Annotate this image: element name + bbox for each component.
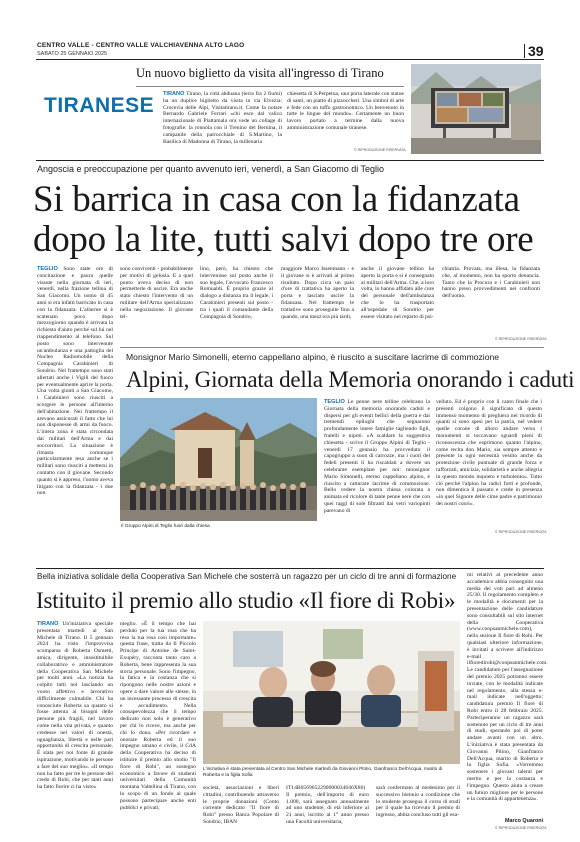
divider-1 [36, 160, 544, 161]
masthead-section: CENTRO VALLE - CENTRO VALLE VALCHIAVENNA ALTO LAGO [37, 42, 245, 49]
article2-col6: chiatria. Provata, ma illesa, la fidanzata che, al momento, non ha sporto denuncia. Tanto che la Procura e i Carabinieri non hanno preso provvedimenti nei confronti dell'uomo. [442, 266, 540, 300]
article1-photo [411, 64, 541, 154]
page-number-divider [524, 44, 525, 58]
divider-2 [36, 568, 544, 569]
article4-col4: IT14B0569652290000034646X86) Il premio, dell'importo di euro 1.000, sarà assegnato annualmente ad uno studente, di età inferiore ai 21 anni, iscritto al 1° anno presso una Facoltà universitaria, [286, 785, 369, 825]
article4-photo [203, 621, 460, 764]
article1-credit: © RIPRODUZIONE RISERVATA [354, 148, 406, 152]
article4-col1 [37, 621, 113, 819]
presentation-photo-svg [203, 621, 460, 764]
article3-caption: Il Gruppo Alpini di Teglio fuori dalla chiesa [121, 524, 210, 529]
article2-col1 [37, 266, 113, 564]
article3-col1-text: Le penne nere telline celebrano la Giornata della memoria onorando caduti e dispersi per gli eventi bellici della guerra e dai tremendi epiloghi che segnarono profondamente intere famiglie tagliendo figli, fratelli e nipoti. «A scaldare la suggestiva chiesetta - scrive il Gruppo Alpini di Teglio - venerdì 17 gennaio ha provveduto il capogruppo a suon di carrozze, ma i cuori dei fedeli presenti li ha riscaldati a dovere un celebrante esemplare per noi: monsignor Mario Simonelli, eterno cappellano alpino, è riuscito a catturare lacrime di commozione. Bello vedere la nostra chiesa colorata a animata ed ricolore di tante penne nere che con quei raggi di sole filtranti dai vetri variopinti parevano di [324, 399, 430, 514]
article4-credit: © RIPRODUZIONE RISERVATA [495, 826, 547, 830]
article2-title-line2: dopo la lite, tutti salvi dopo tre ore [33, 219, 534, 260]
article4-kicker: Bella iniziativa solidale della Cooperativa San Michele che sosterrà un ragazzo per un ciclo di tre anni di formazione [37, 572, 457, 581]
article4-title: Istituito il premio allo studio «Il fiore di Robi» [36, 588, 456, 613]
article1-col1-text: Tirano, la città abduana (terra fra 2 fiumi) ha un duplice biglietto da visita in via Elvezia: Crocevia delle Alpi, Visitatirano.it. Come fa notare Bernardo Gabriele Ferrari «chi esce dal valico internazionale di Piattamala ora vede un collage di fotografie: la ronnola con il Trenino del Bernina, il campanile della parrocchiale di S.Martino, la Basilica di Madonna di Tirano, la millenaria [163, 91, 282, 145]
article2-title-line1: Si barrica in casa con la fidanzata [33, 179, 520, 220]
article3-photo [120, 398, 317, 521]
article4-place: TIRANO [37, 621, 59, 627]
article2-col4: maggiore Marco Issenmann - e il giovane si è arrivati al primo risultato. Dopo circa un paio d'ore di trattativa ha aperto la porta e lasciato uscire la fidanzata. Nel frattempo le trattative sono proseguite fino a quando, una mezz'ora più tardi, [281, 266, 354, 320]
article3-col2: velluto. Ed è proprio con il canto finale che i presenti colgono il significato di questo immenso momento di preghiera nel ricordo di quanti si sono spesi per la patria, nel vedere quelle corone di alloro andare verso i monumenti si toccavano sguardi pieni di riconoscenza che esprimono quanto l'alpino, come recita don Mario, sia sempre attento e presente in ogni necessità vestito anche da protezione civile puntuale di grande forza e rafforzati, amicizia, solidarietà e anche allegria in questo mondo inquieto e turbolento». Tutto ciò perché l'alpino ha radici forti e profonde, non dimentica il passato e crede in presenza «in quel Signore delle cime padre e patrimonio dei nostri cuori». [436, 399, 542, 507]
article4-col1-text: Un'iniziativa speciale presentata martedì al San Michele di Tirano. Il 5 gennaio 2024 ha visto l'improvvisa scomparsa di Roberta Osmetti, amica, dirigente, insostituibile collaboratrice e amministratore della Cooperativa San Michele per molti anni. «La notizia ha colpito tutti noi lasciando un vuoto affettivo e lavorativo difficilmente colmabile. Chi ha conosciuto Roberta sa quanto si fosse attenta ai bisogni delle persone più fragili, nel lavoro come nella vita privata, e quanto credesse nel valori di onestà, uguaglianza, libertà e nelle pari opportunità di crescita personale. È stata per noi fonte di grande ispirazione, motivando le persone a fare del suo meglio». «Il tempo non ha fatto per tre le persone del credo di Robi, che per tanti anni ha fatto fiorire ci ha visto» [37, 621, 113, 791]
article1-col1 [163, 91, 282, 155]
article3-credit: © RIPRODUZIONE RISERVATA [495, 530, 547, 534]
billboard-photo-svg [411, 64, 541, 154]
article2-col5: anche il giovane tellino ha aperto la porta e si è consegnato ai militari dell'Arma. Che, a loro volta, lo hanno affidato alle cure del personale dell'ambulanza che lo ha trasportato all'ospedale di Sondrio per essere visitato nel reparto di psi- [361, 266, 434, 320]
article2-col3: lino, però, ha chiesto che intervenisse sul posto anche il suo legale, l'avvocato Francesco Romualdi. È proprio grazie al dialogo a distanza tra il legale, i Carabinieri presenti sul posto - tra i quali il comandante della Compagnia di Sondrio, [200, 266, 273, 320]
article4-author: Marco Quaroni [505, 818, 544, 824]
masthead-date: SABATO 25 GENNAIO 2025 [37, 51, 108, 57]
article4-col2: meglio. «È il tempo che hai perduto per la tua rosa che ha reso la tua rosa così importante» questa frase, tratta da Il Piccolo Principe di Antoine de Saint-Exupéry, racconta tanto caro a Roberta, bene rappresenta la sua storia personale. Sono l'impegno, la fatica e la costanza che si ripongono nelle nostre azioni e opere a dare valore alle stesse, in un incessante processo di crescita e accudimento. Nella consapevolezza che il tempo dedicato non solo è generativo per chi lo riceve, ma anche per chi lo dona. «Per ricordare e onorare Roberta ed il suo impegno umano e civile, il CdA della Cooperativa ha deciso di istituire il premio allo studio "Il fiore di Robi", un sostegno economico a favore di studenti universitari della Comunità montana Valtellina di Tirano, con lo scopo di un fondo al quale possono partecipare anche enti pubblici e privati, [120, 621, 196, 811]
article4-col6: mi relativi al precedente anno accademico abbia conseguito una media dei voti pari ad almeno 25/30. Il regolamento completo e le modalità e documenti per la presentazione delle candidature sono consultabili sul sito internet della Cooperativa (www.coopsanmichele.com), nella sezione Il fiore di Robi. Per qualsiasi ulteriore informazione, è invitati a scrivere all'indirizzo e-mail ilfioredirobi@coopsanmichele.com. Le candidature per l'assegnazione del premio 2025 potranno essere inviate, con le modalità indicate nel regolamento, alla stessa e-mail indicate nell'oggetto: candidatura premio Il fiore di Robi entro il 28 febbraio 2025. Parteciperanno un ragazzo sarà sostenuto per un ciclo di tre anni di studi, sperando poi di poter andare avanti con un altro. L'iniziativa è stata presentata da Giovanni Pitino, Gianfranco Dell'Acqua, marito di Roberta e la figlia Sofia. «Vorremmo sostenere i giovani talenti per merito e per la costanza e l'impegno. Questo aiuta a creare un futuro migliore per le persone e la comunità di appartenenza». [467, 572, 548, 803]
article3-place: TEGLIO [324, 399, 345, 405]
section-label: TIRANESE [44, 94, 155, 117]
article1-title-rule [136, 86, 404, 87]
article2-col1-text: Sono state ore di concitazione e paura quelle vissute nella giornata di ieri, venerdì, nella frazione tellina di San Giacomo. Un uomo di 45 anni si era infatti barricato in casa con la fidanzata. L'allarme si è scatenato poco dopo mezzogiorno quando è arrivata la richiesta d'aiuto perché sul lui nel riappendimento al telefono. Sul posto sono intervenute un'ambulanza e una pattuglia del Nucleo Radiomobile della Compagnia Carabinieri di Sondrio. Nel frattempo sono stati allertati anche i Vigili del fuoco per eventualmente aprire la porta. Una volta giunti a San Giacomo, i Carabinieri sono riusciti a scorgere le persone all'interno dell'abitazione. Nei frattempo il arevano assicurati il fatto che lui non disponesse di armi da fuoco. L'intera zona è stata circondata dai militari dell'Arma e dai soccorritori. La situazione è rimasta comunque particolarmente tesa anche se i militari sono riusciti a mettersi in contatto con il giovane. Secondo quanto si è appreso, l'uomo aveva litigato con la fidanzata - i due non [37, 266, 113, 497]
article3-col1 [324, 399, 430, 547]
article4-caption: L'iniziativa è stata presentata al Centro San Michele martedì da Giovanni Pitino, Gianfranco Dell'Acqua, marito di Roberta e la figlia Sofia [203, 767, 443, 779]
article3-kicker: Monsignor Mario Simonelli, eterno cappellano alpino, è riuscito a suscitare lacrime di commozione [126, 352, 500, 362]
article1-col2: chiesetta di S.Perpetua, una porta laterale con statue di santi, un piatto di pizzoccheri. Una simbol di arte e fede con un tuffo gastronomico. Un benvenuto in tutte le lingue del mondo». Certamente un buon lavoro portato a termine dalla nuova amministrazione comunale tiranese. [287, 91, 404, 131]
article2-col2: sono conviventi - probabilmente per motivi di gelosia. E a quel punto aveva deciso di non permetterle di uscire. Era anche stato chiesto l'intervento di un militare dell'Arma specializzato nella negoziazione. Il giovane tel- [120, 266, 193, 320]
article2-credit: © RIPRODUZIONE RISERVATA [495, 337, 547, 341]
page-number: 39 [528, 43, 544, 59]
article3-top-rule [120, 347, 544, 348]
masthead-rule [36, 59, 544, 60]
article2-kicker: Angoscia e preoccupazione per quanto avvenuto ieri, venerdì, a San Giacomo di Teglio [37, 164, 385, 174]
article1-title: Un nuovo biglietto da visita all'ingresso di Tirano [136, 66, 384, 80]
article4-col3: società, associazioni e liberi cittadini, contribuendo attraverso le proprie donazioni (Conto corrente dedicato "Il fiore di Robi" presso Banca Popolare di Sondrio, IBAN [203, 785, 279, 825]
alpini-photo-svg [120, 398, 317, 521]
article2-place: TEGLIO [37, 266, 58, 272]
article3-title: Alpini, Giornata della Memoria onorando i caduti [126, 367, 575, 392]
article4-col5: sarà confermato al medesimo per il successivo biennio a condizione che lo studente prosegua il corso di studi per il quale ha ricevuto il premio di ingresso, abbia concluso tutti gli esa- [376, 785, 460, 819]
article1-place: TIRANO [163, 91, 185, 97]
